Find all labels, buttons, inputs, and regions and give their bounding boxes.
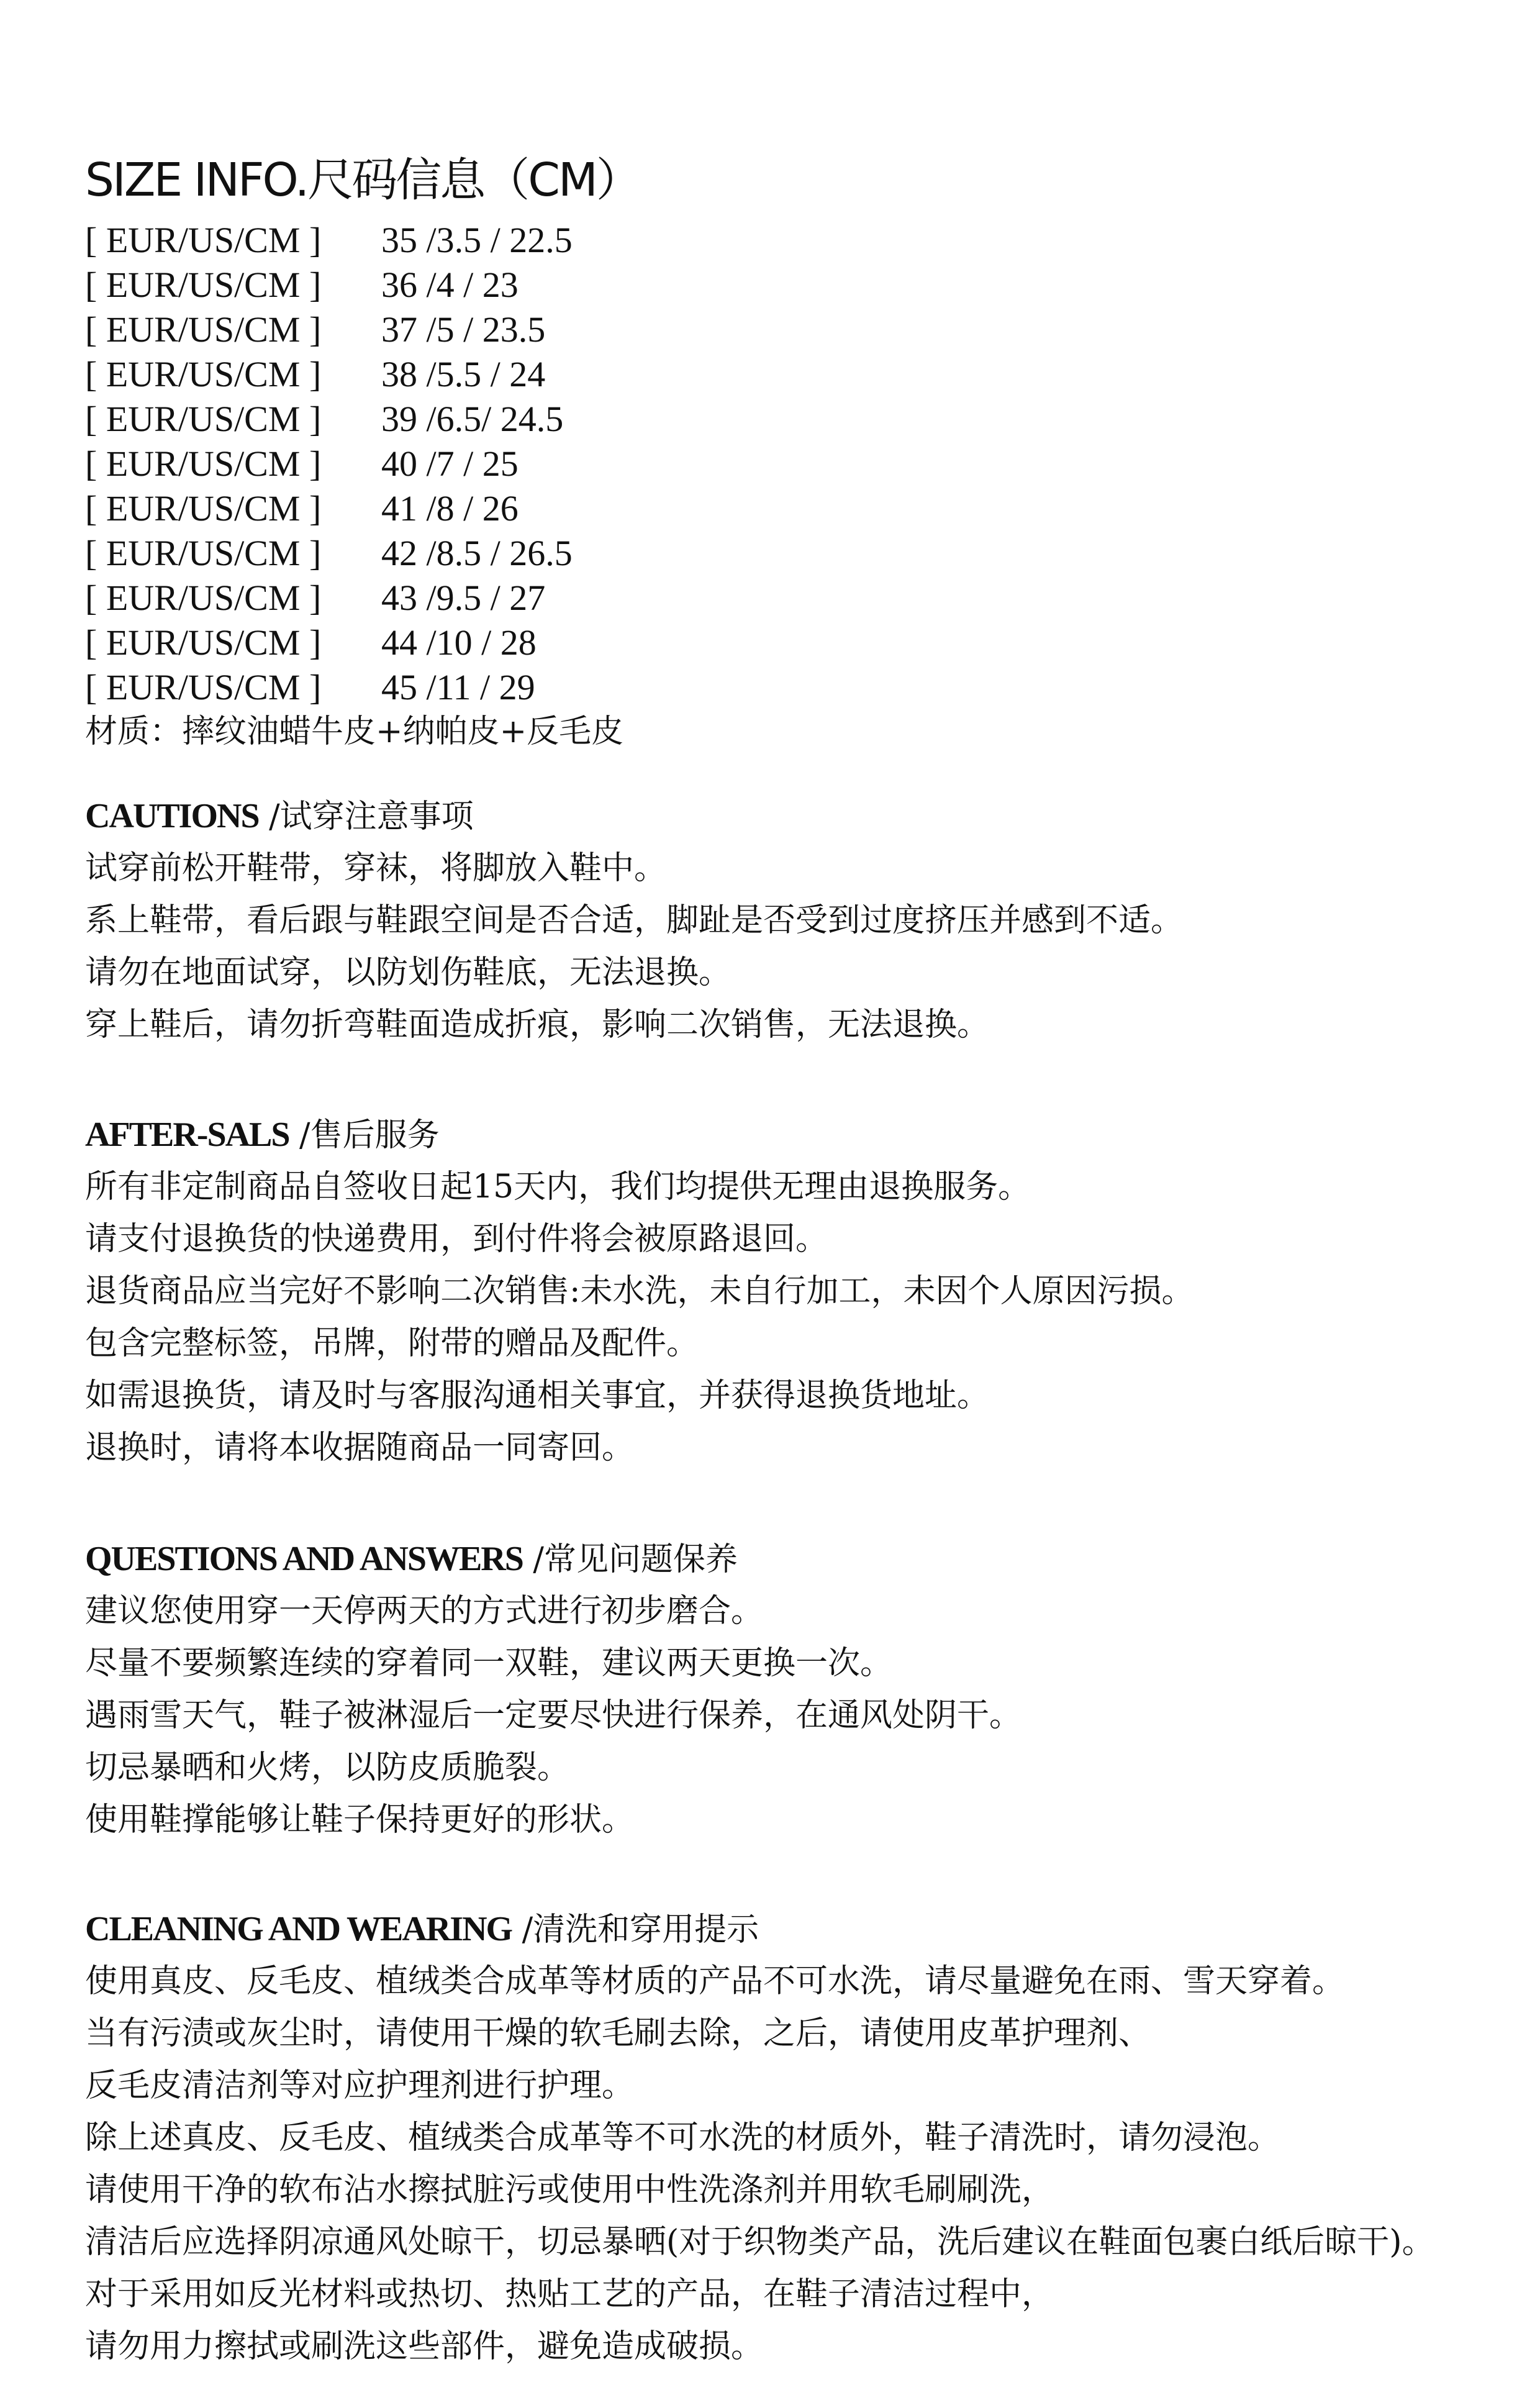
size-row-value: 38 /5.5 / 24 <box>381 353 546 394</box>
size-row-label: [ EUR/US/CM ] <box>85 353 322 394</box>
cleaning-line: 使用真皮、反毛皮、植绒类合成革等材质的产品不可水洗，请尽量避免在雨、雪天穿着。 <box>85 1963 1345 2000</box>
size-row-value: 37 /5 / 23.5 <box>381 309 546 350</box>
after-sales-line: 所有非定制商品自签收日起15天内，我们均提供无理由退换服务。 <box>85 1168 1031 1206</box>
qa-line: 建议您使用穿一天停两天的方式进行初步磨合。 <box>85 1592 764 1630</box>
size-row <box>85 441 573 486</box>
cleaning-line: 反毛皮清洁剂等对应护理剂进行护理。 <box>85 2067 635 2104</box>
after-sales-line: 退换时，请将本收据随商品一同寄回。 <box>85 1429 635 1466</box>
qa-heading <box>85 1533 1021 1585</box>
after-sales-line: 请支付退换货的快递费用，到付件将会被原路退回。 <box>85 1220 828 1258</box>
qa-line: 切忌暴晒和火烤，以防皮质脆裂。 <box>85 1749 570 1786</box>
cleaning-list <box>85 1955 1434 2373</box>
cleaning-line: 当有污渍或灰尘时，请使用干燥的软毛刷去除，之后，请使用皮革护理剂、 <box>85 2015 1151 2052</box>
size-row-value: 42 /8.5 / 26.5 <box>381 532 573 573</box>
size-info-title: SIZE INFO.尺码信息（CM） <box>85 153 640 207</box>
size-row-value: 40 /7 / 25 <box>381 443 519 484</box>
qa-line: 尽量不要频繁连续的穿着同一双鞋，建议两天更换一次。 <box>85 1645 893 1682</box>
size-row <box>85 665 573 709</box>
size-row-value: 39 /6.5/ 24.5 <box>381 398 564 439</box>
cleaning-line: 清洁后应选择阴凉通风处晾干，切忌暴晒(对于织物类产品，洗后建议在鞋面包裹白纸后晾干)。 <box>85 2224 1434 2261</box>
size-row-label: [ EUR/US/CM ] <box>85 622 322 663</box>
after-sales-heading-en: AFTER-SALS <box>85 1115 289 1154</box>
after-sales-heading <box>85 1109 1194 1161</box>
qa-list <box>85 1585 1021 1846</box>
cleaning-heading <box>85 1903 1434 1955</box>
cautions-heading-en: CAUTIONS <box>85 797 259 835</box>
cleaning-line: 对于采用如反光材料或热切、热贴工艺的产品，在鞋子清洁过程中， <box>85 2276 1054 2313</box>
qa-heading-cn: /常见问题保养 <box>522 1541 738 1578</box>
size-row-value: 45 /11 / 29 <box>381 666 535 707</box>
size-row-label: [ EUR/US/CM ] <box>85 443 322 484</box>
size-row-label: [ EUR/US/CM ] <box>85 577 322 618</box>
size-row <box>85 486 573 530</box>
after-sales-line: 如需退换货，请及时与客服沟通相关事宜，并获得退换货地址。 <box>85 1377 990 1414</box>
cleaning-section <box>85 1903 1434 2373</box>
after-sales-line: 退货商品应当完好不影响二次销售:未水洗，未自行加工，未因个人原因污损。 <box>85 1273 1194 1310</box>
size-row-label: [ EUR/US/CM ] <box>85 219 322 260</box>
cautions-heading-cn: /试穿注意事项 <box>258 798 474 835</box>
cautions-heading <box>85 790 1183 842</box>
size-row <box>85 262 573 307</box>
material-text: 材质：摔纹油蜡牛皮+纳帕皮+反毛皮 <box>85 713 624 750</box>
qa-heading-en: QUESTIONS AND ANSWERS <box>85 1540 523 1578</box>
cleaning-line: 请使用干净的软布沾水擦拭脏污或使用中性洗涤剂并用软毛刷刷洗， <box>85 2171 1054 2209</box>
cautions-line: 穿上鞋后，请勿折弯鞋面造成折痕，影响二次销售，无法退换。 <box>85 1006 990 1043</box>
size-row-label: [ EUR/US/CM ] <box>85 488 322 529</box>
size-row <box>85 396 573 441</box>
size-row <box>85 530 573 575</box>
size-table <box>85 217 573 709</box>
size-row <box>85 620 573 665</box>
cleaning-line: 请勿用力擦拭或刷洗这些部件，避免造成破损。 <box>85 2328 764 2365</box>
size-row-value: 41 /8 / 26 <box>381 488 519 529</box>
qa-line: 使用鞋撑能够让鞋子保持更好的形状。 <box>85 1801 635 1838</box>
size-row <box>85 575 573 620</box>
after-sales-section <box>85 1109 1194 1474</box>
size-row-label: [ EUR/US/CM ] <box>85 532 322 573</box>
size-row-value: 36 /4 / 23 <box>381 264 519 305</box>
size-row-value: 43 /9.5 / 27 <box>381 577 546 618</box>
size-row-label: [ EUR/US/CM ] <box>85 666 322 707</box>
size-row-label: [ EUR/US/CM ] <box>85 264 322 305</box>
size-row <box>85 217 573 262</box>
cleaning-line: 除上述真皮、反毛皮、植绒类合成革等不可水洗的材质外，鞋子清洗时，请勿浸泡。 <box>85 2119 1280 2156</box>
qa-line: 遇雨雪天气，鞋子被淋湿后一定要尽快进行保养，在通风处阴干。 <box>85 1697 1022 1734</box>
size-row-value: 35 /3.5 / 22.5 <box>381 219 573 260</box>
size-row <box>85 307 573 352</box>
qa-section <box>85 1533 1021 1846</box>
after-sales-list <box>85 1161 1194 1474</box>
after-sales-line: 包含完整标签，吊牌，附带的赠品及配件。 <box>85 1325 699 1362</box>
cleaning-heading-cn: /清洗和穿用提示 <box>512 1911 759 1948</box>
cleaning-heading-en: CLEANING AND WEARING <box>85 1910 512 1948</box>
size-row-label: [ EUR/US/CM ] <box>85 309 322 350</box>
cautions-line: 系上鞋带，看后跟与鞋跟空间是否合适，脚趾是否受到过度挤压并感到不适。 <box>85 902 1184 939</box>
cautions-line: 试穿前松开鞋带，穿袜，将脚放入鞋中。 <box>85 850 667 887</box>
size-row-value: 44 /10 / 28 <box>381 622 537 663</box>
size-row <box>85 352 573 396</box>
cautions-section <box>85 790 1183 1051</box>
cautions-line: 请勿在地面试穿，以防划伤鞋底，无法退换。 <box>85 954 732 991</box>
after-sales-heading-cn: /售后服务 <box>289 1117 440 1154</box>
size-row-label: [ EUR/US/CM ] <box>85 398 322 439</box>
cautions-list <box>85 842 1183 1051</box>
